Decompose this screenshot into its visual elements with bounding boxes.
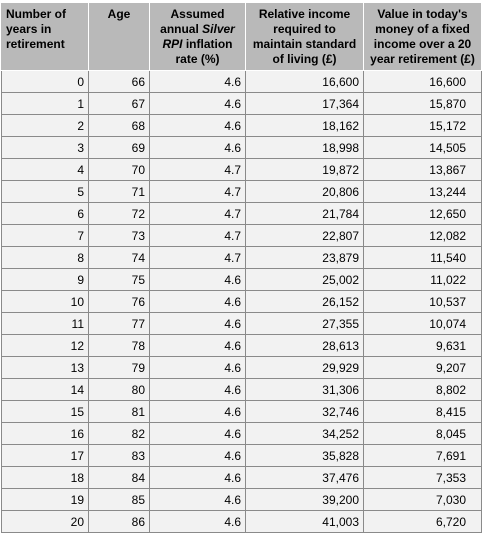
cell-inflation-rate: 4.6: [150, 445, 246, 467]
cell-years-in-retirement: 6: [2, 203, 89, 225]
table-row: [2, 247, 482, 269]
table-row: [2, 159, 482, 181]
cell-age: 86: [89, 511, 150, 533]
cell-years-in-retirement: 2: [2, 115, 89, 137]
cell-value-today: 15,870: [364, 93, 482, 115]
cell-years-in-retirement: 12: [2, 335, 89, 357]
cell-years-in-retirement: 13: [2, 357, 89, 379]
cell-age: 79: [89, 357, 150, 379]
cell-value-today: 9,207: [364, 357, 482, 379]
table-row: [2, 379, 482, 401]
table-row: [2, 137, 482, 159]
cell-age: 69: [89, 137, 150, 159]
cell-value-today: 7,030: [364, 489, 482, 511]
header-inflation-rate-pre: Assumed annual: [160, 7, 225, 36]
table-row: [2, 423, 482, 445]
cell-age: 75: [89, 269, 150, 291]
cell-inflation-rate: 4.6: [150, 115, 246, 137]
retirement-income-table: [1, 2, 482, 533]
cell-value-today: 8,045: [364, 423, 482, 445]
cell-inflation-rate: 4.6: [150, 313, 246, 335]
cell-value-today: 9,631: [364, 335, 482, 357]
cell-relative-income: 26,152: [246, 291, 364, 313]
table-row: [2, 335, 482, 357]
cell-value-today: 10,074: [364, 313, 482, 335]
cell-relative-income: 20,806: [246, 181, 364, 203]
cell-inflation-rate: 4.6: [150, 269, 246, 291]
cell-value-today: 12,082: [364, 225, 482, 247]
cell-age: 84: [89, 467, 150, 489]
cell-value-today: 7,691: [364, 445, 482, 467]
cell-inflation-rate: 4.6: [150, 423, 246, 445]
cell-age: 68: [89, 115, 150, 137]
cell-value-today: 11,022: [364, 269, 482, 291]
table-row: [2, 511, 482, 533]
cell-age: 82: [89, 423, 150, 445]
header-inflation-rate-em: Silver RPI: [162, 22, 235, 51]
header-inflation-rate-post: inflation rate (%): [175, 37, 233, 66]
cell-inflation-rate: 4.6: [150, 489, 246, 511]
table-header: [2, 3, 482, 71]
cell-relative-income: 22,807: [246, 225, 364, 247]
cell-age: 70: [89, 159, 150, 181]
cell-age: 66: [89, 71, 150, 93]
cell-age: 74: [89, 247, 150, 269]
table-row: [2, 291, 482, 313]
header-inflation-rate: [150, 3, 246, 71]
table-row: [2, 93, 482, 115]
table-row: [2, 313, 482, 335]
header-age: Age: [89, 3, 150, 71]
cell-relative-income: 39,200: [246, 489, 364, 511]
cell-years-in-retirement: 9: [2, 269, 89, 291]
cell-value-today: 8,802: [364, 379, 482, 401]
cell-value-today: 14,505: [364, 137, 482, 159]
cell-inflation-rate: 4.7: [150, 225, 246, 247]
cell-inflation-rate: 4.7: [150, 203, 246, 225]
cell-years-in-retirement: 19: [2, 489, 89, 511]
cell-relative-income: 16,600: [246, 71, 364, 93]
table-row: [2, 181, 482, 203]
cell-years-in-retirement: 4: [2, 159, 89, 181]
cell-years-in-retirement: 20: [2, 511, 89, 533]
table-row: [2, 357, 482, 379]
cell-years-in-retirement: 17: [2, 445, 89, 467]
cell-relative-income: 18,162: [246, 115, 364, 137]
cell-inflation-rate: 4.6: [150, 291, 246, 313]
cell-value-today: 15,172: [364, 115, 482, 137]
cell-inflation-rate: 4.6: [150, 71, 246, 93]
cell-inflation-rate: 4.7: [150, 181, 246, 203]
cell-age: 77: [89, 313, 150, 335]
table-row: [2, 203, 482, 225]
cell-years-in-retirement: 1: [2, 93, 89, 115]
cell-age: 83: [89, 445, 150, 467]
table-row: [2, 115, 482, 137]
table-row: [2, 71, 482, 93]
cell-relative-income: 41,003: [246, 511, 364, 533]
cell-years-in-retirement: 11: [2, 313, 89, 335]
cell-relative-income: 19,872: [246, 159, 364, 181]
table-row: [2, 269, 482, 291]
cell-relative-income: 18,998: [246, 137, 364, 159]
header-row: [2, 3, 482, 71]
cell-inflation-rate: 4.6: [150, 401, 246, 423]
cell-relative-income: 17,364: [246, 93, 364, 115]
cell-value-today: 13,867: [364, 159, 482, 181]
table-row: [2, 225, 482, 247]
cell-relative-income: 32,746: [246, 401, 364, 423]
cell-relative-income: 37,476: [246, 467, 364, 489]
cell-relative-income: 21,784: [246, 203, 364, 225]
table-row: [2, 445, 482, 467]
cell-age: 78: [89, 335, 150, 357]
header-years-in-retirement: Number of years in retirement: [2, 3, 89, 71]
cell-relative-income: 25,002: [246, 269, 364, 291]
cell-relative-income: 23,879: [246, 247, 364, 269]
cell-years-in-retirement: 7: [2, 225, 89, 247]
cell-relative-income: 31,306: [246, 379, 364, 401]
cell-age: 71: [89, 181, 150, 203]
cell-value-today: 7,353: [364, 467, 482, 489]
cell-value-today: 8,415: [364, 401, 482, 423]
cell-inflation-rate: 4.6: [150, 511, 246, 533]
cell-age: 76: [89, 291, 150, 313]
cell-age: 72: [89, 203, 150, 225]
cell-value-today: 13,244: [364, 181, 482, 203]
cell-relative-income: 35,828: [246, 445, 364, 467]
table-row: [2, 401, 482, 423]
cell-age: 73: [89, 225, 150, 247]
cell-inflation-rate: 4.6: [150, 379, 246, 401]
cell-years-in-retirement: 0: [2, 71, 89, 93]
table-row: [2, 489, 482, 511]
cell-inflation-rate: 4.7: [150, 247, 246, 269]
cell-age: 67: [89, 93, 150, 115]
cell-value-today: 10,537: [364, 291, 482, 313]
cell-years-in-retirement: 14: [2, 379, 89, 401]
cell-age: 85: [89, 489, 150, 511]
cell-age: 81: [89, 401, 150, 423]
table-body: [2, 71, 482, 533]
cell-inflation-rate: 4.6: [150, 467, 246, 489]
cell-years-in-retirement: 3: [2, 137, 89, 159]
cell-inflation-rate: 4.6: [150, 93, 246, 115]
cell-years-in-retirement: 16: [2, 423, 89, 445]
header-value-today: Value in today's money of a fixed income over a 20 year retirement (£): [364, 3, 482, 71]
cell-years-in-retirement: 18: [2, 467, 89, 489]
cell-years-in-retirement: 15: [2, 401, 89, 423]
table-row: [2, 467, 482, 489]
cell-relative-income: 28,613: [246, 335, 364, 357]
cell-inflation-rate: 4.6: [150, 357, 246, 379]
header-relative-income: Relative income required to maintain standard of living (£): [246, 3, 364, 71]
cell-value-today: 12,650: [364, 203, 482, 225]
cell-value-today: 6,720: [364, 511, 482, 533]
cell-age: 80: [89, 379, 150, 401]
cell-years-in-retirement: 10: [2, 291, 89, 313]
cell-inflation-rate: 4.6: [150, 137, 246, 159]
cell-inflation-rate: 4.7: [150, 159, 246, 181]
cell-inflation-rate: 4.6: [150, 335, 246, 357]
cell-relative-income: 34,252: [246, 423, 364, 445]
cell-years-in-retirement: 8: [2, 247, 89, 269]
cell-relative-income: 27,355: [246, 313, 364, 335]
cell-value-today: 11,540: [364, 247, 482, 269]
cell-value-today: 16,600: [364, 71, 482, 93]
cell-relative-income: 29,929: [246, 357, 364, 379]
cell-years-in-retirement: 5: [2, 181, 89, 203]
